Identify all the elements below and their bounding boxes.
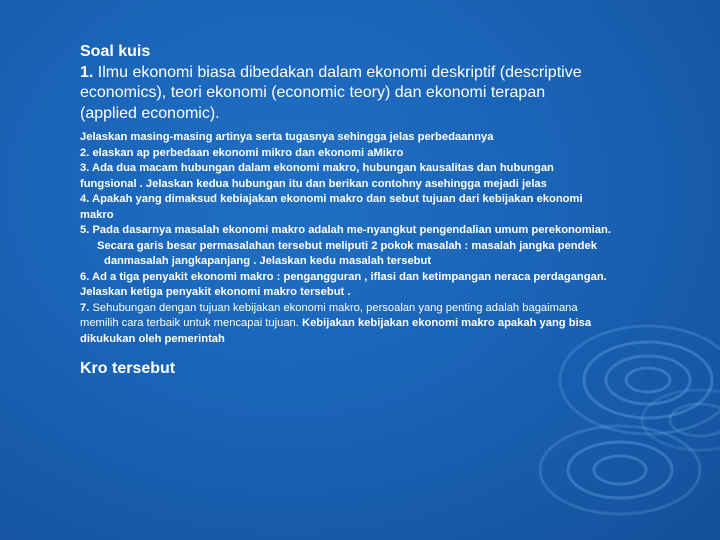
question-line: Jelaskan ketiga penyakit ekonomi makro tersebut . <box>80 286 351 298</box>
question-1-line-3: (applied economic). <box>80 104 220 122</box>
question-line: 4. Apakah yang dimaksud kebiajakan ekonomi makro dan sebut tujuan dari kebijakan ekonomi <box>80 193 583 205</box>
question-7: 7. Sehubungan dengan tujuan kebijakan ekonomi makro, persoalan yang penting adalah bagaimana <box>80 301 578 314</box>
question-line: 5. Pada dasarnya masalah ekonomi makro adalah me-nyangkut pengendalian umum perekonomian. <box>80 224 611 236</box>
question-line: Jelaskan masing-masing artinya serta tugasnya sehingga jelas perbedaannya <box>80 131 494 143</box>
question-7-line-3: dikukukan oleh pemerintah <box>80 332 225 345</box>
question-7-line-2: memilih cara terbaik untuk mencapai tujuan. Kebijakan kebijakan ekonomi makro apakah yang bisa <box>80 317 592 329</box>
question-line: 3. Ada dua macam hubungan dalam ekonomi makro, hubungan kausalitas dan hubungan <box>80 162 554 174</box>
slide-body <box>80 42 660 347</box>
footer-text: Kro tersebut <box>80 360 176 377</box>
question-1-line-2: economics), teori ekonomi (economic teory) dan ekonomi terapan <box>80 84 546 101</box>
question-line: makro <box>80 208 114 221</box>
question-1: 1. Ilmu ekonomi biasa dibedakan dalam ekonomi deskriptif (descriptive <box>80 63 582 81</box>
slide-heading: Soal kuis <box>80 43 151 60</box>
question-line: Secara garis besar permasalahan tersebut meliputi 2 pokok masalah : masalah jangka pendek <box>97 239 597 252</box>
question-line: 2. elaskan ap perbedaan ekonomi mikro dan ekonomi aMikro <box>80 146 404 159</box>
question-line: danmasalah jangkapanjang . Jelaskan kedu masalah tersebut <box>104 255 432 267</box>
question-line: 6. Ad a tiga penyakit ekonomi makro : pengangguran , iflasi dan ketimpangan neraca perdagangan. <box>80 270 607 283</box>
question-line: fungsional . Jelaskan kedua hubungan itu dan berikan contohny asehingga mejadi jelas <box>80 177 547 190</box>
